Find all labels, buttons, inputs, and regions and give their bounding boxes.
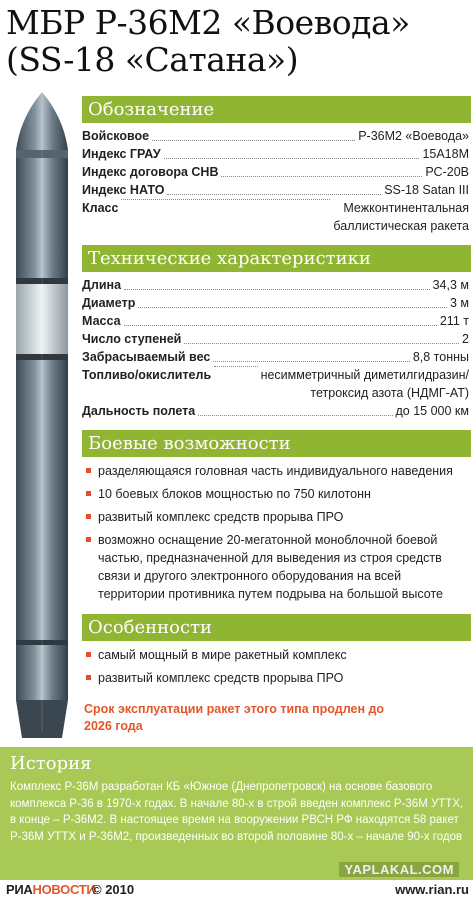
spec-row bbox=[82, 163, 469, 181]
dot-leader bbox=[164, 158, 420, 159]
spec-value-line: 3 м bbox=[449, 296, 469, 310]
bullet-icon bbox=[86, 537, 91, 542]
list-item-text: развитый комплекс средств прорыва ПРО bbox=[98, 510, 344, 524]
copyright: © 2010 bbox=[92, 882, 135, 897]
spec-key: Войсковое bbox=[82, 129, 150, 143]
bullet-icon bbox=[86, 652, 91, 657]
logo-part-b: НОВОСТИ bbox=[32, 882, 96, 897]
spec-row bbox=[82, 181, 469, 199]
list-item bbox=[84, 531, 470, 603]
spec-value bbox=[433, 276, 469, 294]
spec-key: Топливо/окислитель bbox=[82, 368, 212, 382]
list-item bbox=[84, 669, 470, 687]
page-title bbox=[6, 4, 473, 78]
dot-leader bbox=[184, 343, 459, 344]
list-item bbox=[84, 462, 470, 480]
spec-value-line: несимметричный диметилгидразин/ bbox=[260, 368, 469, 382]
spec-row bbox=[82, 199, 469, 235]
spec-row bbox=[82, 145, 469, 163]
spec-value bbox=[333, 199, 469, 235]
bullet-icon bbox=[86, 514, 91, 519]
spec-value-line: 2 bbox=[462, 332, 469, 346]
section-designation-header: Обозначение bbox=[82, 96, 471, 123]
title-line-1: МБР Р-36М2 «Воевода» bbox=[6, 3, 410, 42]
spec-key: Индекс договора СНВ bbox=[82, 165, 219, 179]
list-item bbox=[84, 646, 470, 664]
spec-key: Индекс НАТО bbox=[82, 183, 165, 197]
site-link[interactable]: www.rian.ru bbox=[395, 882, 469, 897]
spec-key: Забрасываемый вес bbox=[82, 350, 211, 364]
spec-key: Диаметр bbox=[82, 296, 136, 310]
service-life-note: Срок эксплуатации ракет этого типа продлен до 2026 года bbox=[84, 702, 385, 733]
spec-row bbox=[82, 402, 469, 420]
spec-row bbox=[82, 312, 469, 330]
spec-key: Дальность полета bbox=[82, 404, 196, 418]
spec-value bbox=[450, 294, 469, 312]
dot-leader bbox=[221, 176, 422, 177]
spec-value bbox=[358, 127, 469, 145]
dot-leader bbox=[124, 289, 430, 290]
footer bbox=[0, 880, 473, 900]
logo-part-a: РИА bbox=[6, 882, 33, 897]
spec-row bbox=[82, 330, 469, 348]
history-text: Комплекс Р-36М разработан КБ «Южное (Днепропетровск) на основе базового комплекса Р-36 в 1970-х годах. В начале 80-х в строй введен комплекс Р-36М УТТХ, в конце – Р-36М2. В настоящее время на вооружении РВСН РФ находятся 58 ракет Р-36М УТТХ и Р-36М2, произведенных во второй половине 80-х – начале 90-х годов bbox=[10, 781, 464, 843]
watermark: YAPLAKAL.COM bbox=[339, 862, 459, 877]
section-features-header: Особенности bbox=[82, 614, 471, 641]
spec-value bbox=[462, 330, 469, 348]
combat-list bbox=[84, 462, 470, 608]
spec-value-line: Р-36М2 «Воевода» bbox=[358, 129, 469, 143]
spec-key: Масса bbox=[82, 314, 121, 328]
spec-key: Длина bbox=[82, 278, 122, 292]
list-item bbox=[84, 508, 470, 526]
history-header: История bbox=[10, 753, 92, 774]
spec-row bbox=[82, 366, 469, 402]
spec-row bbox=[82, 348, 469, 366]
spec-row bbox=[82, 276, 469, 294]
list-item-text: разделяющаяся головная часть индивидуального наведения bbox=[98, 464, 453, 478]
list-item-text: 10 боевых блоков мощностью по 750 килотонн bbox=[98, 487, 371, 501]
features-list bbox=[84, 646, 470, 692]
dot-leader bbox=[167, 194, 381, 195]
spec-value-line: тетроксид азота (НДМГ-АТ) bbox=[310, 386, 469, 400]
spec-value bbox=[425, 163, 469, 181]
dot-leader bbox=[152, 140, 355, 141]
dot-leader bbox=[138, 307, 447, 308]
dot-leader bbox=[121, 199, 330, 200]
bullet-icon bbox=[86, 468, 91, 473]
bullet-icon bbox=[86, 675, 91, 680]
spec-value bbox=[413, 348, 469, 366]
spec-value bbox=[384, 181, 469, 199]
spec-value-line: 15А18М bbox=[422, 147, 469, 161]
dot-leader bbox=[213, 361, 409, 362]
spec-value-line: баллистическая ракета bbox=[333, 219, 469, 233]
spec-value-line: 211 т bbox=[439, 314, 469, 328]
spec-value bbox=[261, 366, 469, 402]
history-panel bbox=[0, 747, 473, 880]
list-item-text: возможно оснащение 20-мегатонной моноблочной боевой частью, предназначенной для выведения из строя средств связи и другого электронного оборудования на всей территории противника путем подрыва на большой высоте bbox=[98, 533, 444, 601]
spec-key: Число ступеней bbox=[82, 332, 182, 346]
specs-table bbox=[82, 276, 469, 420]
bullet-icon bbox=[86, 491, 91, 496]
spec-value bbox=[422, 145, 469, 163]
section-specs-header: Технические характеристики bbox=[82, 245, 471, 272]
spec-row bbox=[82, 127, 469, 145]
spec-value-line: 34,3 м bbox=[432, 278, 469, 292]
spec-key: Индекс ГРАУ bbox=[82, 147, 161, 161]
spec-value bbox=[440, 312, 469, 330]
list-item-text: развитый комплекс средств прорыва ПРО bbox=[98, 671, 344, 685]
spec-value-line: SS-18 Satan III bbox=[384, 183, 469, 197]
spec-value-line: 8,8 тонны bbox=[412, 350, 469, 364]
spec-row bbox=[82, 294, 469, 312]
section-combat-header: Боевые возможности bbox=[82, 430, 471, 457]
spec-value-line: РС-20В bbox=[425, 165, 469, 179]
dot-leader bbox=[214, 366, 257, 367]
spec-value-line: до 15 000 км bbox=[395, 404, 469, 418]
spec-key: Класс bbox=[82, 201, 119, 215]
spec-value bbox=[396, 402, 470, 420]
dot-leader bbox=[198, 415, 392, 416]
title-line-2: (SS-18 «Сатана») bbox=[6, 40, 299, 79]
spec-value-line: Межконтинентальная bbox=[343, 201, 469, 215]
dot-leader bbox=[124, 325, 437, 326]
designation-table bbox=[82, 127, 469, 235]
list-item bbox=[84, 485, 470, 503]
rocket-illustration bbox=[12, 92, 72, 738]
list-item-text: самый мощный в мире ракетный комплекс bbox=[98, 648, 347, 662]
ria-logo bbox=[6, 880, 95, 900]
